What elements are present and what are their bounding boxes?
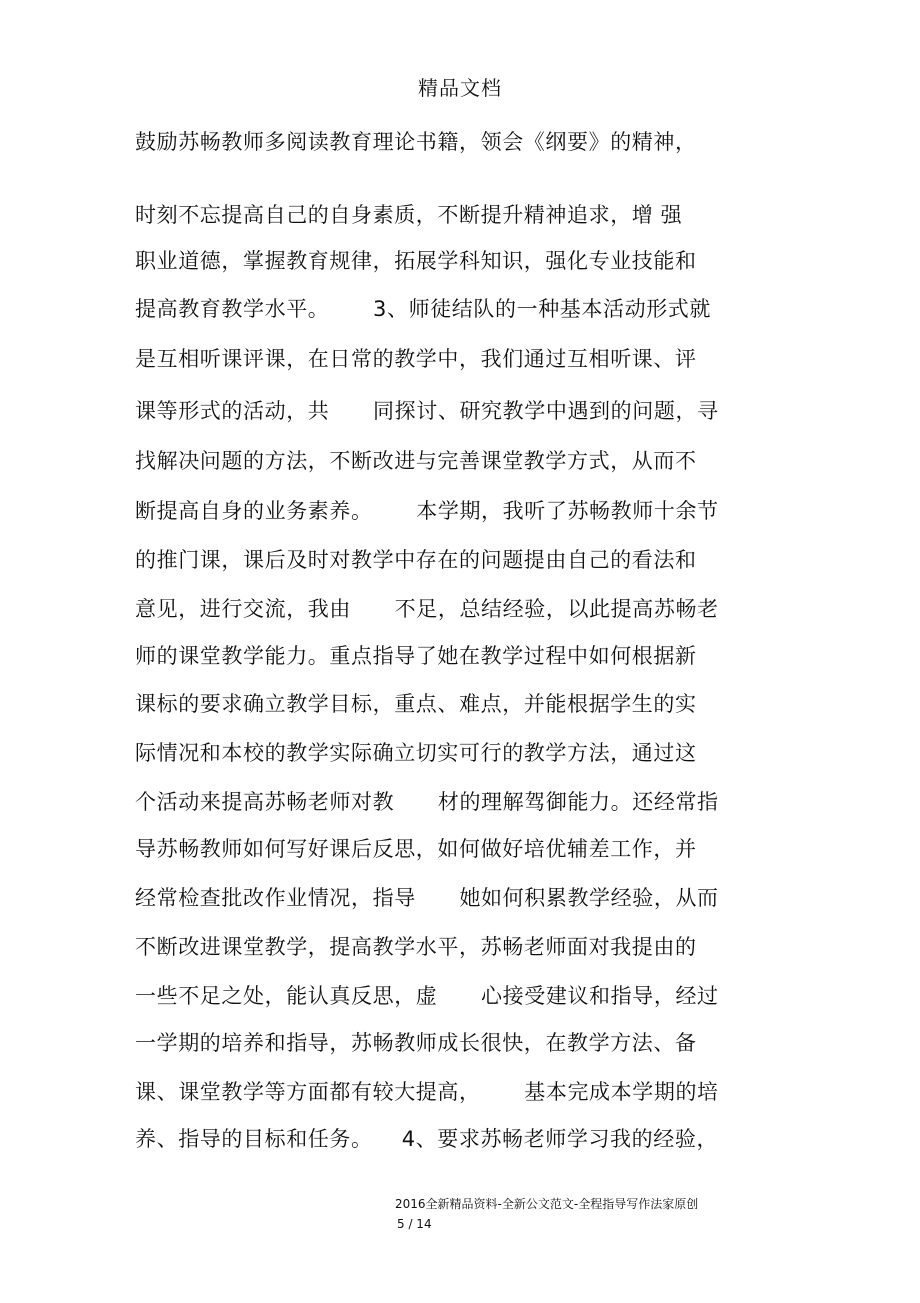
text-line-17: 不断改进课堂教学，提高教学水平，苏畅老师面对我提由的	[135, 935, 697, 959]
text-line-6: 课等形式的活动，共 同探讨、研究教学中遇到的问题，寻	[135, 399, 719, 423]
text-line-5: 是互相听课评课，在日常的教学中，我们通过互相听课、评	[135, 347, 697, 371]
text-line-8: 断提高自身的业务素养。 本学期，我听了苏畅教师十余节	[135, 499, 719, 523]
text-line-7: 找解决问题的方法，不断改进与完善课堂教学方式，从而不	[135, 449, 697, 473]
page-header-title: 精品文档	[418, 76, 502, 100]
text-line-1: 鼓励苏畅教师多阅读教育理论书籍，领会《纲要》的精神，	[135, 130, 697, 154]
footer-note: 2016全新精品资料-全新公文范文-全程指导写作法家原创	[395, 1197, 699, 1211]
text-line-16: 经常检查批改作业情况，指导 她如何积累教学经验，从而	[135, 886, 719, 910]
text-line-10: 意见，进行交流，我由 不足，总结经验，以此提高苏畅老	[135, 597, 719, 621]
text-line-21: 养、指导的目标和任务。 4、要求苏畅老师学习我的经验，	[135, 1127, 719, 1151]
text-line-12: 课标的要求确立教学目标，重点、难点，并能根据学生的实	[135, 692, 697, 716]
text-line-13: 际情况和本校的教学实际确立切实可行的教学方法，通过这	[135, 741, 697, 765]
text-line-20: 课、课堂教学等方面都有较大提高， 基本完成本学期的培	[135, 1080, 719, 1104]
page-number: 5 / 14	[397, 1217, 432, 1231]
text-line-14: 个活动来提高苏畅老师对教 材的理解驾御能力。还经常指	[135, 790, 719, 814]
text-line-4: 提高教育教学水平。 3、师徒结队的一种基本活动形式就	[135, 297, 712, 321]
text-line-3: 职业道德，掌握教育规律，拓展学科知识，强化专业技能和	[135, 249, 697, 273]
text-line-9: 的推门课，课后及时对教学中存在的问题提由自己的看法和	[135, 548, 697, 572]
text-line-19: 一学期的培养和指导，苏畅教师成长很快，在教学方法、备	[135, 1031, 697, 1055]
text-line-11: 师的课堂教学能力。重点指导了她在教学过程中如何根据新	[135, 644, 697, 668]
text-line-18: 一些不足之处，能认真反思，虚 心接受建议和指导，经过	[135, 984, 719, 1008]
text-line-2: 时刻不忘提高自己的自身素质，不断提升精神追求，增 强	[135, 203, 683, 227]
text-line-15: 导苏畅教师如何写好课后反思，如何做好培优辅差工作，并	[135, 837, 697, 861]
